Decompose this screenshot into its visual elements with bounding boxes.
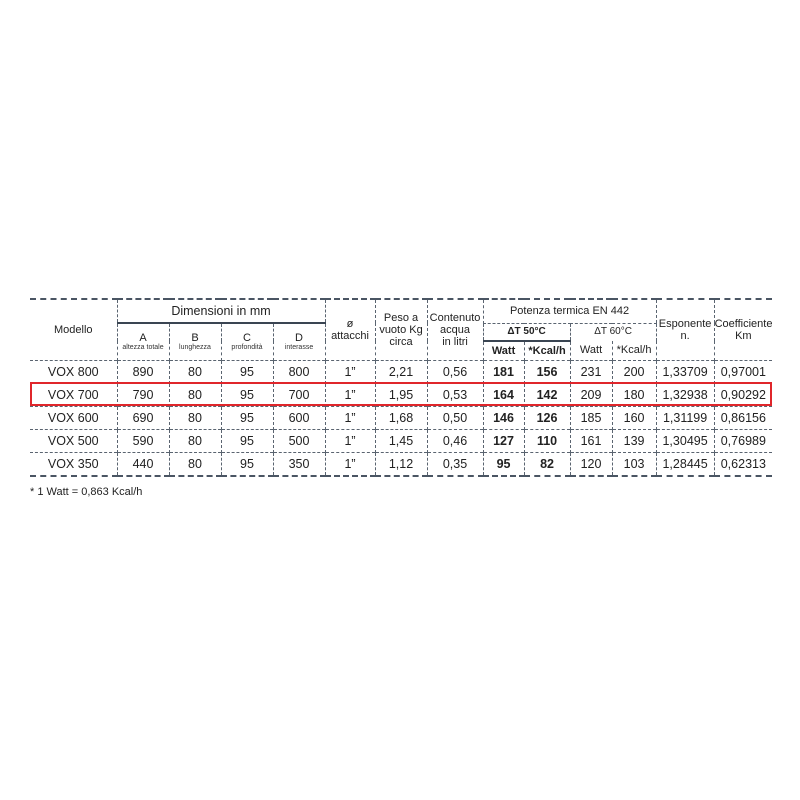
cell-cont: 0,35: [427, 452, 483, 476]
cell-k50: 142: [524, 383, 570, 406]
cell-att: 1”: [325, 406, 375, 429]
cell-w60: 209: [570, 383, 612, 406]
cell-d: 500: [273, 429, 325, 452]
cell-model: VOX 600: [47, 410, 99, 425]
cell-a: 590: [117, 429, 169, 452]
cell-k60: 200: [612, 360, 656, 383]
cell-att: 1”: [325, 383, 375, 406]
spec-table: [30, 298, 772, 477]
cell-c: 95: [221, 452, 273, 476]
header-watt-60: Watt: [570, 341, 612, 361]
cell-k50: 156: [524, 360, 570, 383]
cell-b: 80: [169, 383, 221, 406]
header-attacchi: ø attacchi: [325, 299, 375, 360]
table-row: [30, 406, 772, 429]
header-modello: Modello: [53, 323, 93, 336]
cell-c: 95: [221, 383, 273, 406]
cell-w60: 161: [570, 429, 612, 452]
cell-model: VOX 500: [47, 433, 99, 448]
header-dim-c: C profondità: [221, 323, 273, 360]
footnote: * 1 Watt = 0,863 Kcal/h: [30, 486, 143, 498]
cell-cont: 0,46: [427, 429, 483, 452]
header-contenuto: Contenuto acqua in litri: [427, 299, 483, 360]
cell-w50: 95: [483, 452, 524, 476]
header-dim-a: A altezza totale: [117, 323, 169, 360]
cell-model: VOX 800: [47, 364, 99, 379]
cell-k50: 82: [524, 452, 570, 476]
table-row: [30, 360, 772, 383]
header-esponente: Esponente n.: [656, 299, 714, 360]
cell-d: 600: [273, 406, 325, 429]
cell-w50: 181: [483, 360, 524, 383]
cell-esp: 1,33709: [656, 360, 714, 383]
cell-att: 1”: [325, 429, 375, 452]
spec-table-container: [30, 298, 772, 477]
header-dim-d: D interasse: [273, 323, 325, 360]
cell-k50: 126: [524, 406, 570, 429]
cell-peso: 1,68: [375, 406, 427, 429]
cell-att: 1”: [325, 360, 375, 383]
cell-a: 890: [117, 360, 169, 383]
header-coefficiente: Coefficiente Km: [714, 299, 772, 360]
header-potenza: Potenza termica EN 442: [483, 299, 656, 323]
cell-b: 80: [169, 360, 221, 383]
cell-c: 95: [221, 406, 273, 429]
header-dim-b: B lunghezza: [169, 323, 221, 360]
cell-w60: 231: [570, 360, 612, 383]
table-row: [30, 383, 772, 406]
cell-model: VOX 700: [47, 387, 99, 402]
cell-k60: 160: [612, 406, 656, 429]
header-watt-50: Watt: [483, 341, 524, 361]
cell-esp: 1,30495: [656, 429, 714, 452]
cell-c: 95: [221, 360, 273, 383]
cell-d: 350: [273, 452, 325, 476]
table-body: [30, 360, 772, 476]
cell-k60: 180: [612, 383, 656, 406]
cell-cont: 0,56: [427, 360, 483, 383]
cell-coef: 0,90292: [714, 383, 772, 406]
cell-b: 80: [169, 406, 221, 429]
cell-w60: 120: [570, 452, 612, 476]
cell-k50: 110: [524, 429, 570, 452]
cell-peso: 2,21: [375, 360, 427, 383]
cell-k60: 139: [612, 429, 656, 452]
cell-cont: 0,50: [427, 406, 483, 429]
cell-k60: 103: [612, 452, 656, 476]
cell-att: 1”: [325, 452, 375, 476]
cell-peso: 1,12: [375, 452, 427, 476]
cell-d: 800: [273, 360, 325, 383]
cell-w50: 164: [483, 383, 524, 406]
header-kcal-50: *Kcal/h: [524, 341, 570, 361]
cell-a: 440: [117, 452, 169, 476]
cell-model: VOX 350: [47, 456, 99, 471]
cell-coef: 0,86156: [714, 406, 772, 429]
cell-coef: 0,76989: [714, 429, 772, 452]
cell-w60: 185: [570, 406, 612, 429]
cell-coef: 0,97001: [714, 360, 772, 383]
cell-w50: 146: [483, 406, 524, 429]
cell-b: 80: [169, 452, 221, 476]
header-dimensioni: Dimensioni in mm: [117, 299, 325, 323]
cell-w50: 127: [483, 429, 524, 452]
cell-d: 700: [273, 383, 325, 406]
header-kcal-60: *Kcal/h: [612, 341, 656, 361]
header-dt60: ΔT 60°C: [570, 323, 656, 341]
table-row: [30, 429, 772, 452]
cell-b: 80: [169, 429, 221, 452]
cell-c: 95: [221, 429, 273, 452]
cell-esp: 1,32938: [656, 383, 714, 406]
cell-esp: 1,28445: [656, 452, 714, 476]
cell-cont: 0,53: [427, 383, 483, 406]
cell-coef: 0,62313: [714, 452, 772, 476]
header-peso: Peso a vuoto Kg circa: [375, 299, 427, 360]
cell-a: 790: [117, 383, 169, 406]
table-row: [30, 452, 772, 476]
header-dt50: ΔT 50°C: [483, 323, 570, 341]
cell-esp: 1,31199: [656, 406, 714, 429]
cell-a: 690: [117, 406, 169, 429]
cell-peso: 1,95: [375, 383, 427, 406]
cell-peso: 1,45: [375, 429, 427, 452]
